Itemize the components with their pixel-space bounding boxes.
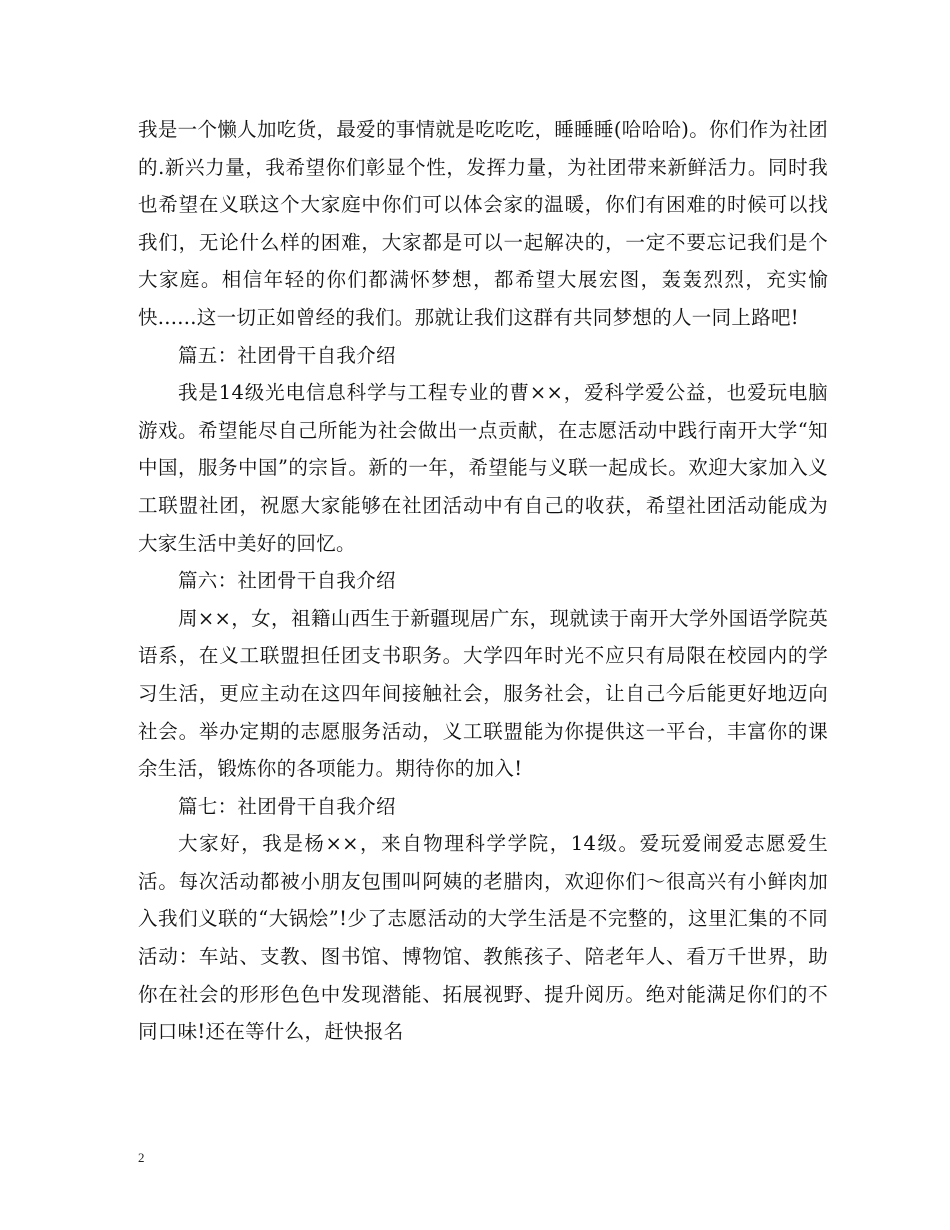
page-number: 2 [138,1150,145,1165]
section-heading-5: 篇五：社团骨干自我介绍 [178,343,396,367]
section-heading-6: 篇六：社团骨干自我介绍 [178,569,396,593]
section-heading-7: 篇七：社团骨干自我介绍 [178,794,396,818]
paragraph-intro-continued: 我是一个懒人加吃货，最爱的事情就是吃吃吃，睡睡睡(哈哈哈)。你们作为社团的.新兴力量，我希望你们彰显个性，发挥力量，为社团带来新鲜活力。同时我也希望在义联这个大家庭中你们可以体会家的温暖，你们有困难的时候可以找我们，无论什么样的困难，大家都是可以一起解决的，一定不要忘记我们是个大家庭。相信年轻的你们都满怀梦想，都希望大展宏图，轰轰烈烈，充实愉快......这一切正如曾经的我们。那就让我们这群有共同梦想的人一同上路吧! [138,118,828,329]
paragraph-section-5: 我是14级光电信息科学与工程专业的曹××，爱科学爱公益，也爱玩电脑游戏。希望能尽自己所能为社会做出一点贡献，在志愿活动中践行南开大学“知中国，服务中国”的宗旨。新的一年，希望能与义联一起成长。欢迎大家加入义工联盟社团，祝愿大家能够在社团活动中有自己的收获，希望社团活动能成为大家生活中美好的回忆。 [138,381,828,555]
paragraph-section-7: 大家好，我是杨××，来自物理科学学院，14级。爱玩爱闹爱志愿爱生活。每次活动都被小朋友包围叫阿姨的老腊肉，欢迎你们～很高兴有小鲜肉加入我们义联的“大锅烩”!少了志愿活动的大学生活是不完整的，这里汇集的不同活动：车站、支教、图书馆、博物馆、教熊孩子、陪老年人、看万千世界，助你在社会的形形色色中发现潜能、拓展视野、提升阅历。绝对能满足你们的不同口味!还在等什么，赶快报名 [138,832,828,1044]
paragraph-section-6: 周××，女，祖籍山西生于新疆现居广东，现就读于南开大学外国语学院英语系，在义工联盟担任团支书职务。大学四年时光不应只有局限在校园内的学习生活，更应主动在这四年间接触社会，服务社会，让自己今后能更好地迈向社会。举办定期的志愿服务活动，义工联盟能为你提供这一平台，丰富你的课余生活，锻炼你的各项能力。期待你的加入! [138,606,828,781]
document-body [138,111,828,1051]
